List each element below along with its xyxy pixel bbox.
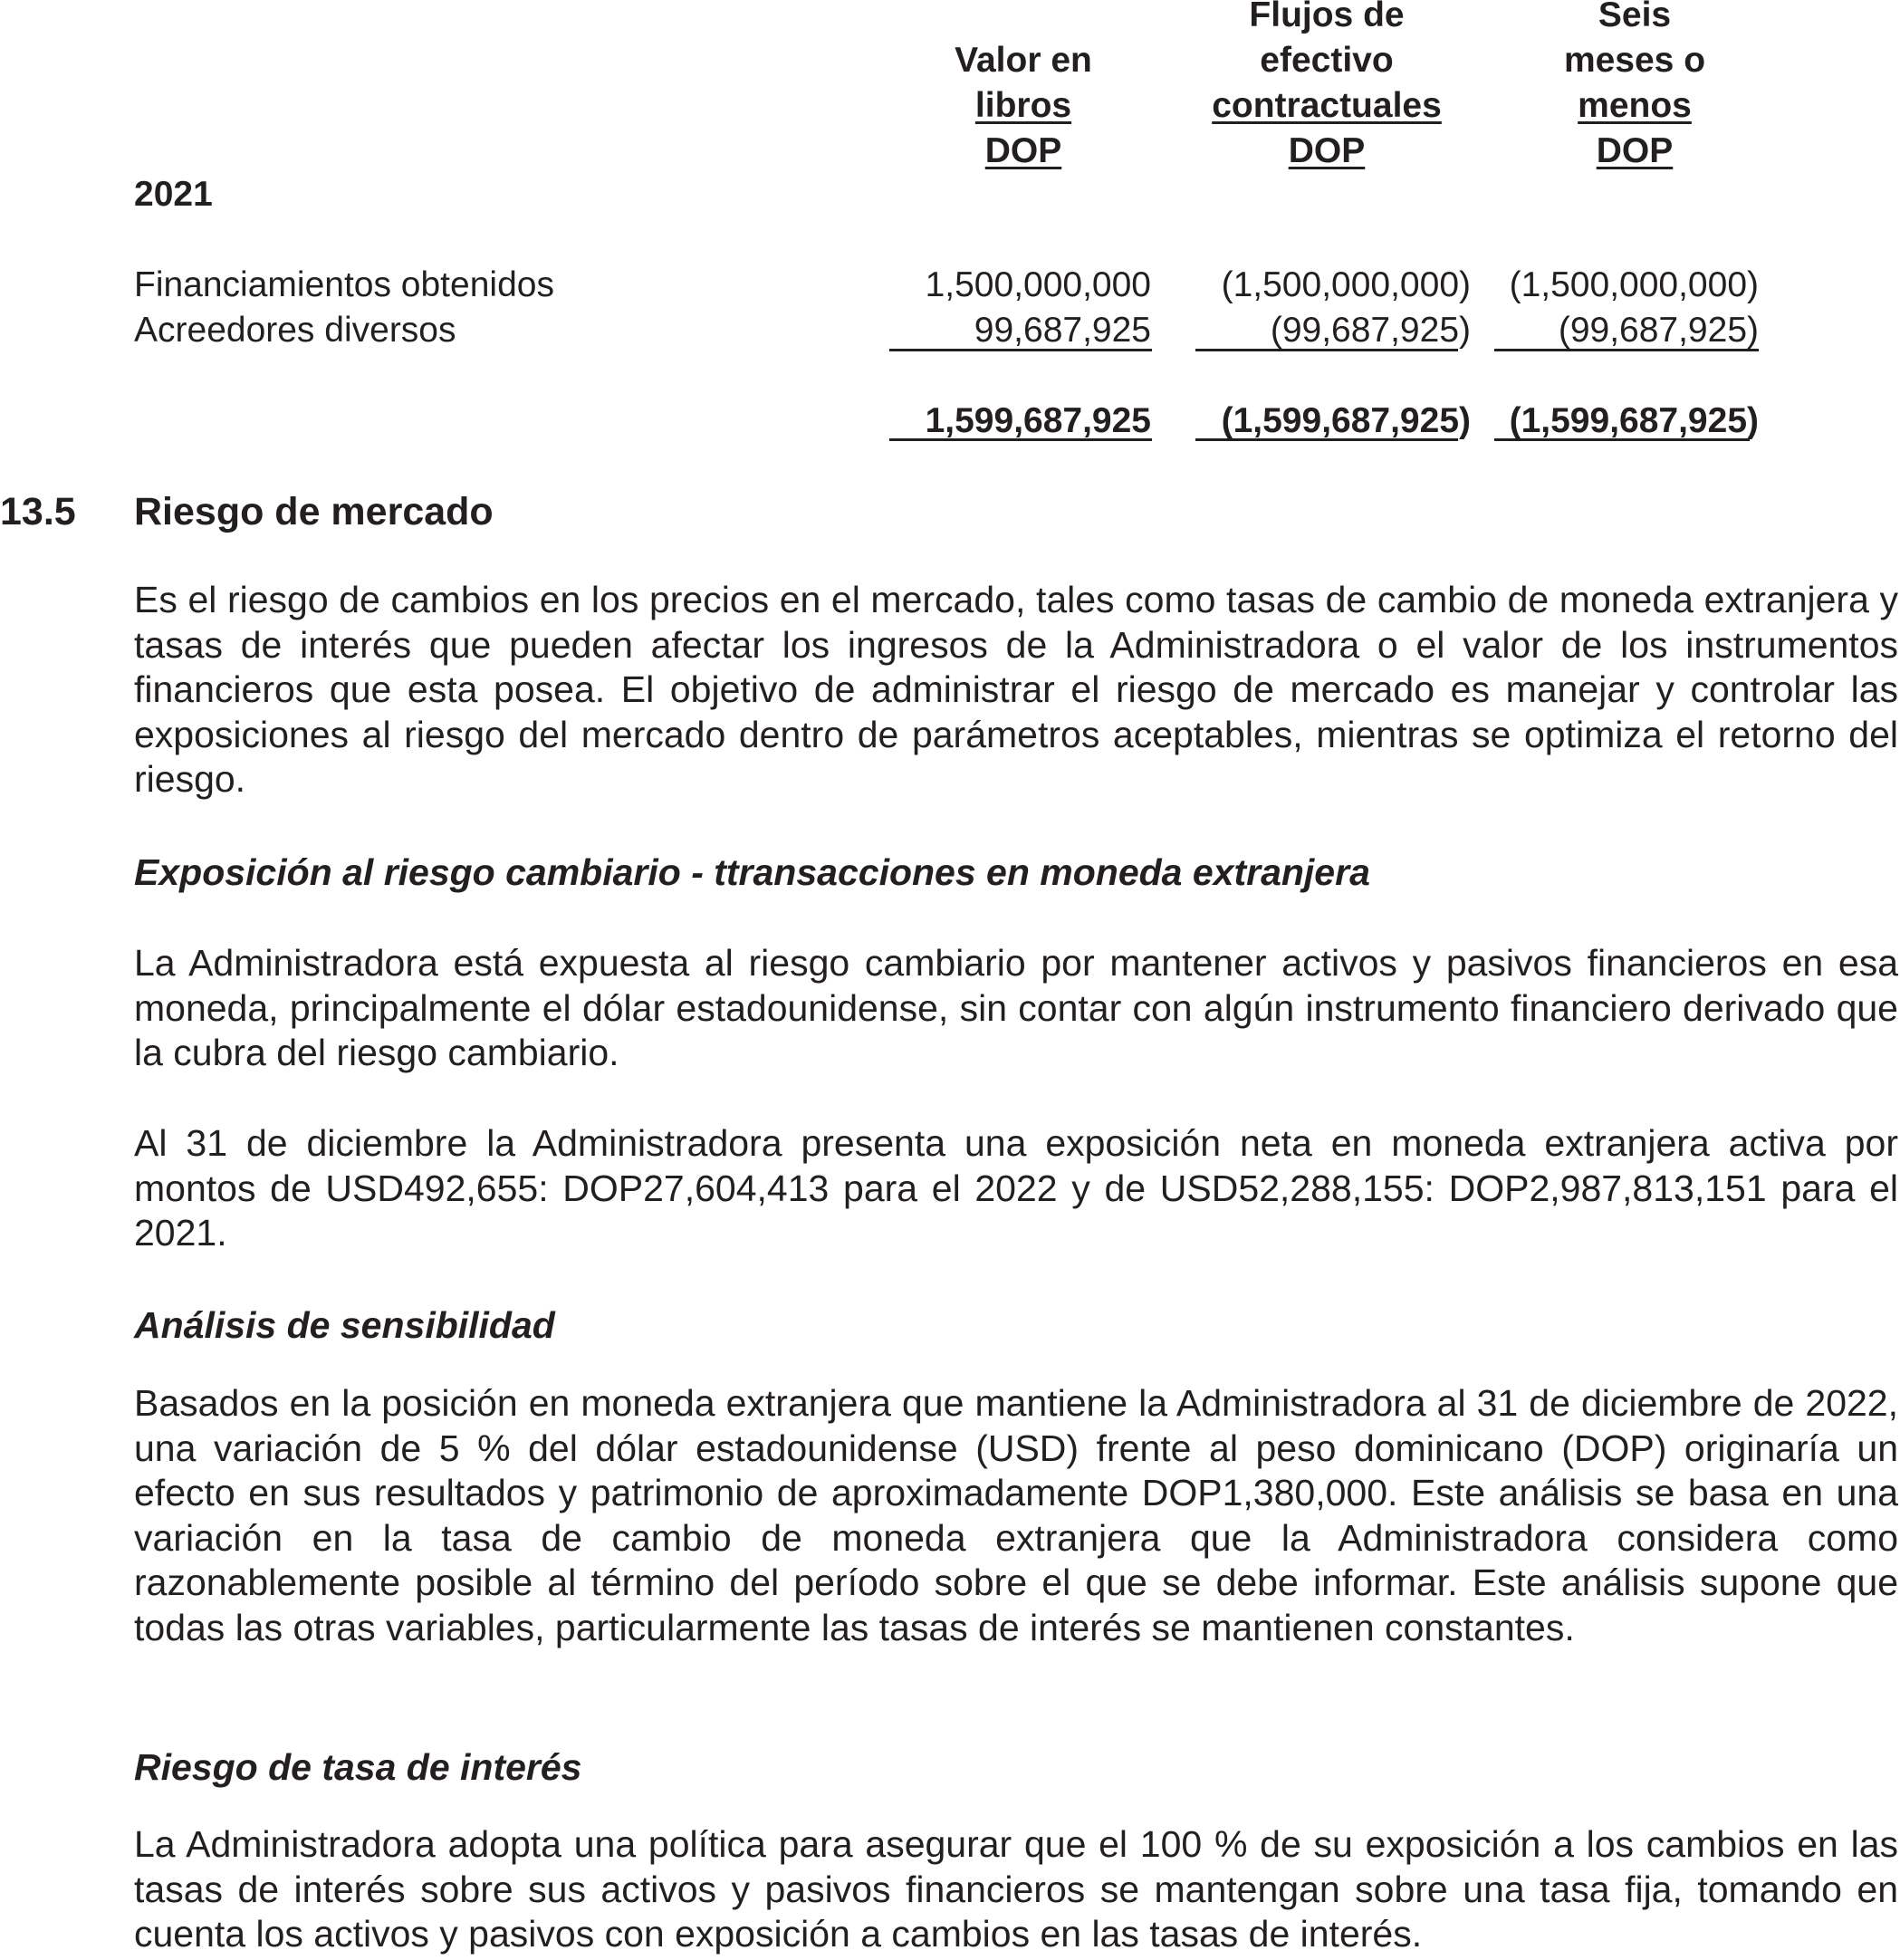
column-header-line: Seis — [1598, 0, 1672, 34]
column-header-flujos-de-efectivo — [1177, 0, 1476, 174]
cell-row2-seis-meses: (99,687,925) — [1558, 311, 1759, 350]
column-header-line — [906, 129, 1141, 174]
cell-row1-flujos: (1,500,000,000) — [1221, 265, 1471, 304]
column-header-line — [1531, 129, 1739, 174]
column-header-seis-meses — [1531, 0, 1739, 174]
total-rule-col1 — [889, 438, 1152, 441]
cell-row2-flujos: (99,687,925) — [1270, 311, 1471, 350]
cell-row1-seis-meses: (1,500,000,000) — [1509, 265, 1759, 304]
section-number: 13.5 — [0, 490, 76, 533]
subtotal-rule-col2 — [1195, 349, 1458, 351]
column-header-underlined-text: contractuales — [1212, 86, 1442, 125]
row-label-financiamientos: Financiamientos obtenidos — [134, 265, 554, 304]
column-header-line — [1177, 83, 1476, 129]
total-seis-meses: (1,599,687,925) — [1509, 401, 1759, 440]
column-header-underlined-text: libros — [974, 86, 1072, 125]
sensitivity-heading: Análisis de sensibilidad — [134, 1304, 555, 1346]
column-header-line: Valor en — [955, 41, 1092, 80]
column-header-line: Flujos de — [1249, 0, 1405, 34]
total-rule-col2 — [1195, 438, 1458, 441]
interest-rate-paragraph: La Administradora adopta una política para asegurar que el 100 % de su exposición a los cambios en las tasas de interés sobre sus activos y pasivos financieros se mantengan sobre una tasa fija, tomando en cuenta los activos y pasivos con exposición a cambios en las tasas de interés. — [134, 1823, 1898, 1955]
total-flujos: (1,599,687,925) — [1221, 401, 1471, 440]
column-header-line — [1177, 129, 1476, 174]
total-valor-en-libros: 1,599,687,925 — [925, 401, 1151, 440]
column-header-underlined-text: DOP — [984, 131, 1062, 170]
column-header-line: meses o — [1563, 41, 1706, 80]
column-header-line — [906, 83, 1141, 129]
column-header-underlined-text: menos — [1578, 86, 1692, 125]
column-header-underlined-text: DOP — [1288, 131, 1366, 170]
sensitivity-paragraph: Basados en la posición en moneda extranjera que mantiene la Administradora al 31 de diciembre de 2022, una variación de 5 % del dólar estadounidense (USD) frente al peso dominicano (DOP) originaría un efecto en sus resultados y patrimonio de aproximadamente DOP1,380,000. Este análisis se basa en una variación en la tasa de cambio de moneda extranjera que la Administradora considera como razonablemente posible al término del período sobre el que se debe informar. Este análisis supone que todas las otras variables, particularmente las tasas de interés se mantienen constantes. — [134, 1382, 1898, 1648]
total-rule-col3 — [1494, 438, 1750, 441]
market-risk-paragraph: Es el riesgo de cambios en los precios en el mercado, tales como tasas de cambio de moneda extranjera y tasas de interés que pueden afectar los ingresos de la Administradora o el valor de los instrumentos financieros que esta posea. El objetivo de administrar el riesgo de mercado es manejar y controlar las exposiciones al riesgo del mercado dentro de parámetros aceptables, mientras se optimiza el retorno del riesgo. — [134, 579, 1898, 800]
exposure-paragraph-2: Al 31 de diciembre la Administradora presenta una exposición neta en moneda extranjera activa por montos de USD492,655: DOP27,604,413 para el 2022 y de USD52,288,155: DOP2,987,813,151 para el 2021. — [134, 1122, 1898, 1254]
exposure-heading: Exposición al riesgo cambiario - ttransacciones en moneda extranjera — [134, 851, 1370, 893]
column-header-valor-en-libros — [906, 0, 1141, 174]
cell-row1-valor-en-libros: 1,500,000,000 — [925, 265, 1151, 304]
subtotal-rule-col3 — [1494, 349, 1759, 351]
subtotal-rule-col1 — [889, 349, 1152, 351]
exposure-paragraph-1: La Administradora está expuesta al riesgo cambiario por mantener activos y pasivos financieros en esa moneda, principalmente el dólar estadounidense, sin contar con algún instrumento financiero derivado que la cubra del riesgo cambiario. — [134, 942, 1898, 1073]
column-header-line: efectivo — [1260, 41, 1394, 80]
column-header-underlined-text: DOP — [1596, 131, 1674, 170]
column-header-line — [1531, 83, 1739, 129]
column-header-line — [906, 0, 1141, 38]
row-label-acreedores: Acreedores diversos — [134, 311, 456, 350]
interest-rate-heading: Riesgo de tasa de interés — [134, 1746, 582, 1788]
cell-row2-valor-en-libros: 99,687,925 — [974, 311, 1151, 350]
section-title: Riesgo de mercado — [134, 490, 494, 533]
table-year-label: 2021 — [134, 175, 213, 214]
